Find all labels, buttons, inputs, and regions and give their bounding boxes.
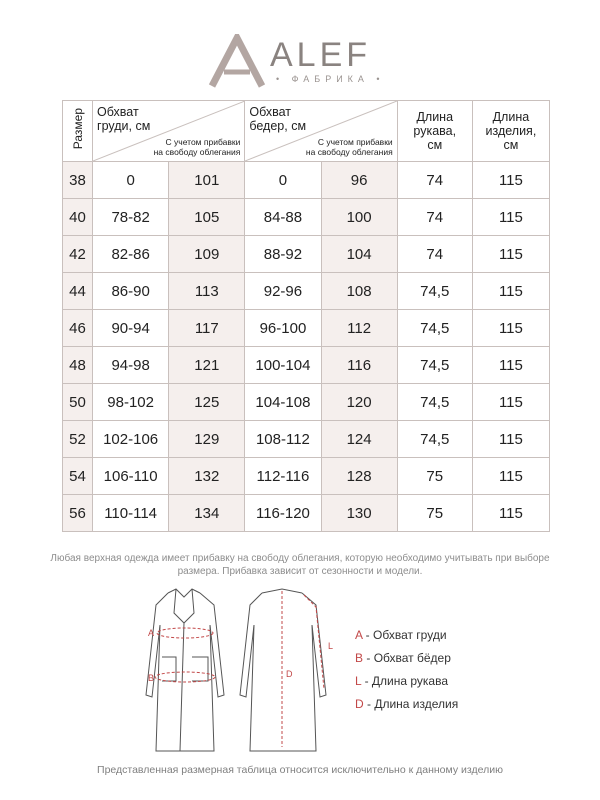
cell-size: 42 [63, 236, 93, 273]
cell-sleeve: 75 [397, 495, 472, 532]
cell-length: 115 [472, 310, 549, 347]
cell-hips: 108-112 [245, 421, 321, 458]
legend-text: Длина рукава [371, 674, 449, 688]
cell-size: 50 [63, 384, 93, 421]
size-table [62, 100, 550, 532]
table-row [63, 273, 550, 310]
cell-size: 44 [63, 273, 93, 310]
sleeve-header-text: Длина рукава, см [413, 110, 457, 152]
marker-a: A [148, 628, 155, 638]
cell-chest: 98-102 [93, 384, 169, 421]
cell-hips-ease: 96 [321, 162, 397, 199]
cell-chest: 82-86 [93, 236, 169, 273]
legend-item-hips: B - Обхват бёдер [355, 651, 451, 665]
cell-size: 52 [63, 421, 93, 458]
cell-hips-ease: 130 [321, 495, 397, 532]
cell-chest-ease: 125 [169, 384, 245, 421]
hips-title-text: Обхват бедер, см [249, 105, 307, 133]
cell-chest: 102-106 [93, 421, 169, 458]
legend-letter: B [355, 651, 364, 665]
cell-chest: 94-98 [93, 347, 169, 384]
cell-hips-ease: 112 [321, 310, 397, 347]
cell-sleeve: 74 [397, 162, 472, 199]
cell-chest-ease: 134 [169, 495, 245, 532]
hips-ease-note [306, 137, 393, 157]
legend-item-length: D - Длина изделия [355, 697, 459, 711]
cell-chest-ease: 101 [169, 162, 245, 199]
cell-length: 115 [472, 458, 549, 495]
marker-d: D [286, 669, 293, 679]
measure-legend [355, 624, 458, 716]
brand-subtitle: • ФАБРИКА • [276, 74, 385, 84]
cell-hips-ease: 128 [321, 458, 397, 495]
cell-sleeve: 75 [397, 458, 472, 495]
legend-letter: L [355, 674, 362, 688]
cell-hips-ease: 116 [321, 347, 397, 384]
marker-l: L [328, 641, 334, 651]
cell-size: 40 [63, 199, 93, 236]
cell-length: 115 [472, 347, 549, 384]
table-row [63, 162, 550, 199]
table-row [63, 310, 550, 347]
cell-chest: 106-110 [93, 458, 169, 495]
cell-length: 115 [472, 495, 549, 532]
chest-header [93, 101, 245, 162]
sleeve-header [397, 101, 472, 162]
cell-size: 48 [63, 347, 93, 384]
legend-item-sleeve: L - Длина рукава [355, 674, 449, 688]
table-header-row [63, 101, 550, 162]
coat-back-icon [240, 589, 326, 751]
cell-chest-ease: 109 [169, 236, 245, 273]
size-header-label: Размер [70, 107, 85, 150]
cell-hips: 100-104 [245, 347, 321, 384]
legend-letter: A [355, 628, 363, 642]
cell-size: 46 [63, 310, 93, 347]
table-row [63, 495, 550, 532]
cell-length: 115 [472, 162, 549, 199]
cell-sleeve: 74 [397, 199, 472, 236]
cell-sleeve: 74,5 [397, 421, 472, 458]
cell-chest-ease: 117 [169, 310, 245, 347]
table-row [63, 347, 550, 384]
cell-chest: 110-114 [93, 495, 169, 532]
cell-size: 54 [63, 458, 93, 495]
legend-letter: D [355, 697, 364, 711]
coat-diagram [140, 585, 340, 755]
cell-hips: 104-108 [245, 384, 321, 421]
cell-length: 115 [472, 236, 549, 273]
cell-hips-ease: 120 [321, 384, 397, 421]
legend-text: Обхват груди [373, 628, 447, 642]
cell-hips: 116-120 [245, 495, 321, 532]
cell-length: 115 [472, 273, 549, 310]
size-table-body [63, 162, 550, 532]
cell-chest: 0 [93, 162, 169, 199]
cell-size: 38 [63, 162, 93, 199]
table-row [63, 421, 550, 458]
brand-name: ALEF [270, 36, 372, 74]
cell-size: 56 [63, 495, 93, 532]
cell-hips: 84-88 [245, 199, 321, 236]
chest-title [97, 105, 150, 133]
cell-sleeve: 74 [397, 236, 472, 273]
cell-chest: 90-94 [93, 310, 169, 347]
footer-note: Представленная размерная таблица относится исключительно к данному изделию [97, 764, 503, 776]
cell-chest-ease: 113 [169, 273, 245, 310]
cell-hips: 112-116 [245, 458, 321, 495]
cell-hips: 96-100 [245, 310, 321, 347]
cell-sleeve: 74,5 [397, 384, 472, 421]
cell-chest: 78-82 [93, 199, 169, 236]
cell-chest-ease: 129 [169, 421, 245, 458]
chest-ease-note-text: С учетом прибавки на свободу облегания [153, 137, 241, 157]
cell-chest: 86-90 [93, 273, 169, 310]
hips-header [245, 101, 397, 162]
legend-text: Обхват бёдер [373, 651, 451, 665]
length-header [472, 101, 549, 162]
hips-title [249, 105, 306, 133]
cell-hips-ease: 108 [321, 273, 397, 310]
brand-logo [0, 30, 600, 90]
cell-hips-ease: 124 [321, 421, 397, 458]
cell-length: 115 [472, 384, 549, 421]
cell-sleeve: 74,5 [397, 347, 472, 384]
cell-hips-ease: 104 [321, 236, 397, 273]
cell-sleeve: 74,5 [397, 310, 472, 347]
cell-length: 115 [472, 421, 549, 458]
fit-note: Любая верхная одежда имеет прибавку на свободу облегания, которую необходимо учитывать при выборе размера. Прибавка зависит от сезонности и модели. [50, 553, 550, 577]
cell-chest-ease: 132 [169, 458, 245, 495]
chest-measure-line [155, 628, 215, 682]
cell-hips: 92-96 [245, 273, 321, 310]
legend-item-chest: A - Обхват груди [355, 628, 447, 642]
table-row [63, 458, 550, 495]
cell-chest-ease: 121 [169, 347, 245, 384]
chest-ease-note [154, 137, 241, 157]
cell-hips: 0 [245, 162, 321, 199]
cell-hips: 88-92 [245, 236, 321, 273]
chest-title-text: Обхват груди, см [97, 105, 151, 133]
cell-sleeve: 74,5 [397, 273, 472, 310]
coat-front-icon [146, 589, 224, 751]
table-row [63, 384, 550, 421]
alef-logo-icon [208, 34, 266, 88]
size-header [63, 101, 93, 162]
cell-chest-ease: 105 [169, 199, 245, 236]
table-row [63, 236, 550, 273]
length-header-text: Длина изделия, см [485, 110, 537, 152]
marker-b: B [148, 673, 155, 683]
cell-length: 115 [472, 199, 549, 236]
legend-text: Длина изделия [374, 697, 459, 711]
cell-hips-ease: 100 [321, 199, 397, 236]
hips-ease-note-text: С учетом прибавки на свободу облегания [305, 137, 393, 157]
table-row [63, 199, 550, 236]
